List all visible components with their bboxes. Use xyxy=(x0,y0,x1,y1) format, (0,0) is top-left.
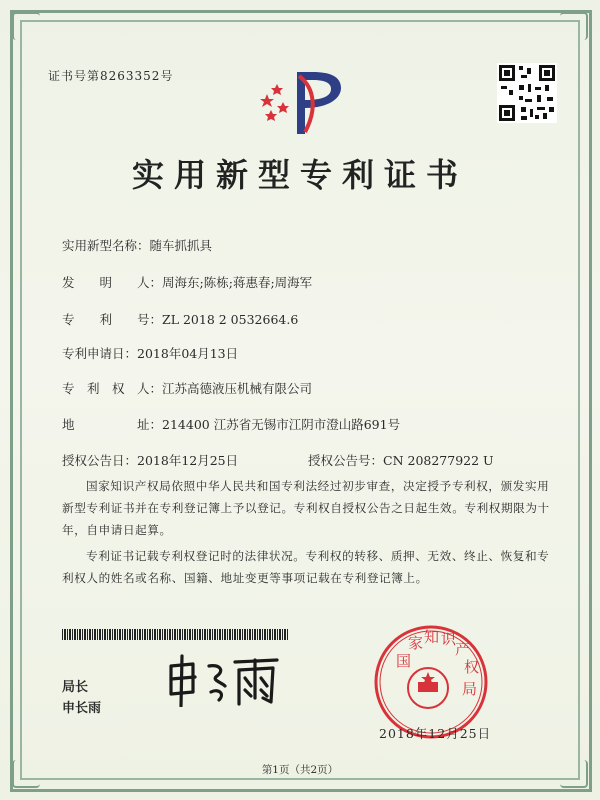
svg-text:知: 知 xyxy=(424,628,440,646)
inventor-value: 周海东;陈栋;蒋惠春;周海军 xyxy=(162,275,313,290)
director-signature-icon xyxy=(165,652,285,707)
certificate-number: 证书号第8263352号 xyxy=(48,69,174,83)
inventor-field xyxy=(62,273,312,291)
svg-text:家: 家 xyxy=(408,634,424,652)
official-seal-icon xyxy=(366,620,496,740)
cnipa-logo-icon xyxy=(255,62,345,142)
grant-date-label: 授权公告日： xyxy=(62,453,138,468)
page-footer: 第1页（共2页） xyxy=(261,764,339,776)
utility-model-name-value: 随车抓抓具 xyxy=(149,238,213,253)
inventor-label: 发 明 人： xyxy=(62,275,163,290)
patent-number-value: ZL 2018 2 0532664.6 xyxy=(162,312,299,327)
svg-text:产: 产 xyxy=(455,640,471,658)
filing-date-value: 2018年04月13日 xyxy=(137,346,239,361)
svg-text:识: 识 xyxy=(441,630,457,648)
seal-date: 2018年12月25日 xyxy=(379,726,492,741)
address-label: 地 址： xyxy=(62,417,163,432)
address-value: 214400 江苏省无锡市江阴市澄山路691号 xyxy=(162,417,401,432)
patentee-value: 江苏高德液压机械有限公司 xyxy=(162,381,313,396)
grant-statement-paragraph: 国家知识产权局依照中华人民共和国专利法经过初步审查，决定授予专利权，颁发实用新型专利证书并在专利登记簿上予以登记。专利权自授权公告之日起生效。专利权期限为十年，自申请日起算。 xyxy=(62,479,550,537)
grant-date-value: 2018年12月25日 xyxy=(137,453,239,468)
certificate-title: 实用新型专利证书 xyxy=(131,156,468,194)
grant-number-field xyxy=(308,451,494,469)
patent-number-field xyxy=(62,310,298,328)
legal-status-paragraph: 专利证书记载专利权登记时的法律状况。专利权的转移、质押、无效、终止、恢复和专利权人的姓名或名称、国籍、地址变更等事项记载在专利登记簿上。 xyxy=(62,549,550,585)
grant-number-value: CN 208277922 U xyxy=(383,453,494,468)
svg-text:国: 国 xyxy=(396,652,412,670)
filing-date-label: 专利申请日： xyxy=(62,346,138,361)
corner-ornament xyxy=(12,12,40,40)
grant-date-field xyxy=(62,451,238,469)
utility-model-name-label: 实用新型名称： xyxy=(62,238,150,253)
utility-model-name-field xyxy=(62,236,212,254)
address-field xyxy=(62,415,400,433)
patentee-field xyxy=(62,379,312,397)
svg-text:权: 权 xyxy=(464,658,480,676)
svg-text:局: 局 xyxy=(462,680,478,698)
patent-number-label: 专 利 号： xyxy=(62,312,163,327)
qr-code-icon xyxy=(497,63,557,123)
director-title: 局长 xyxy=(62,680,89,695)
grant-number-label: 授权公告号： xyxy=(308,453,384,468)
director-name: 申长雨 xyxy=(62,701,102,716)
filing-date-field xyxy=(62,344,238,362)
corner-ornament xyxy=(560,12,588,40)
barcode-icon xyxy=(62,629,288,640)
patentee-label: 专 利 权 人： xyxy=(62,381,163,396)
